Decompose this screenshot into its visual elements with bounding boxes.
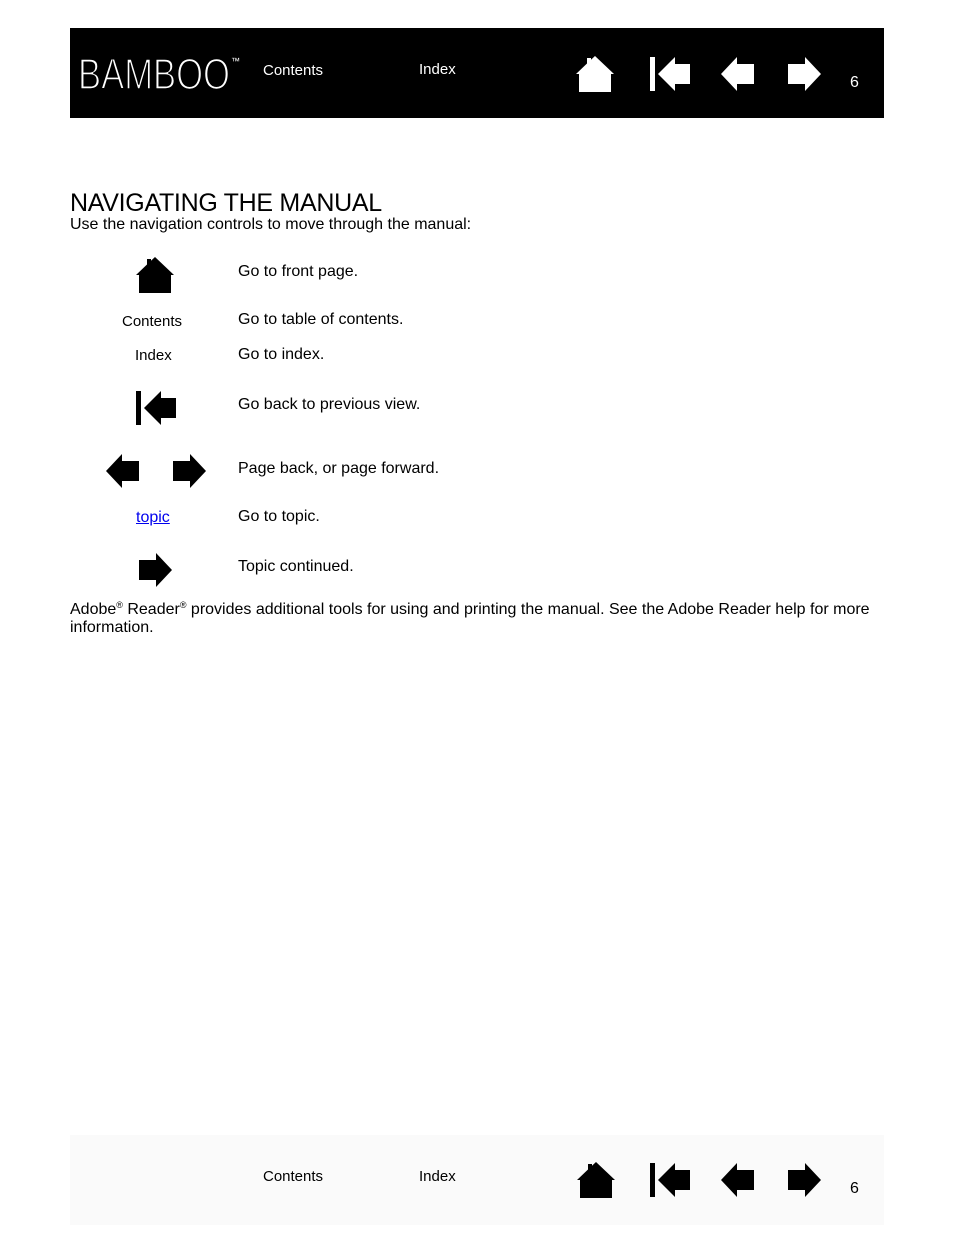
closing-rest-text: provides additional tools for using and printing the manual. See the Adobe Reader help for more information. bbox=[70, 601, 870, 636]
next-page-icon[interactable] bbox=[786, 1161, 822, 1199]
next-page-icon[interactable] bbox=[786, 55, 822, 93]
next-page-icon bbox=[171, 452, 207, 490]
registered-mark: ® bbox=[179, 600, 187, 610]
next-page-icon bbox=[137, 551, 173, 589]
legend-desc-previous-view: Go back to previous view. bbox=[238, 396, 421, 413]
legend-desc-home: Go to front page. bbox=[238, 263, 359, 280]
home-icon[interactable] bbox=[575, 55, 615, 93]
first-page-icon[interactable] bbox=[649, 1161, 691, 1199]
adobe-text: Adobe bbox=[70, 601, 117, 618]
page-header bbox=[70, 28, 884, 118]
legend-desc-contents: Go to table of contents. bbox=[238, 311, 404, 328]
previous-page-icon[interactable] bbox=[720, 55, 756, 93]
page-footer bbox=[70, 1135, 884, 1225]
contents-link[interactable]: Contents bbox=[263, 1168, 324, 1185]
legend-desc-index: Go to index. bbox=[238, 346, 325, 363]
legend-desc-page-back-forward: Page back, or page forward. bbox=[238, 460, 440, 477]
first-page-icon[interactable] bbox=[649, 55, 691, 93]
registered-mark: ® bbox=[116, 600, 123, 610]
home-icon bbox=[135, 256, 175, 294]
page-title: NAVIGATING THE MANUAL bbox=[70, 189, 382, 217]
trademark-mark: ™ bbox=[231, 56, 240, 66]
index-link[interactable]: Index bbox=[419, 61, 456, 78]
index-link[interactable]: Index bbox=[419, 1168, 456, 1185]
reader-text: Reader bbox=[122, 601, 180, 618]
legend-label-contents: Contents bbox=[122, 313, 183, 330]
legend-desc-topic-continued: Topic continued. bbox=[238, 558, 354, 575]
page-number: 6 bbox=[850, 1180, 859, 1197]
topic-link[interactable]: topic bbox=[136, 509, 170, 526]
previous-page-icon bbox=[105, 452, 141, 490]
bamboo-logo bbox=[78, 52, 242, 96]
intro-text: Use the navigation controls to move through the manual: bbox=[70, 216, 472, 233]
first-page-icon bbox=[135, 389, 177, 427]
closing-paragraph bbox=[70, 601, 884, 637]
page-number: 6 bbox=[850, 74, 859, 91]
legend-label-index: Index bbox=[135, 347, 172, 364]
home-icon[interactable] bbox=[576, 1161, 616, 1199]
contents-link[interactable]: Contents bbox=[263, 62, 324, 79]
previous-page-icon[interactable] bbox=[720, 1161, 756, 1199]
legend-desc-topic: Go to topic. bbox=[238, 508, 320, 525]
logo-text: BAMBOO bbox=[78, 52, 230, 96]
